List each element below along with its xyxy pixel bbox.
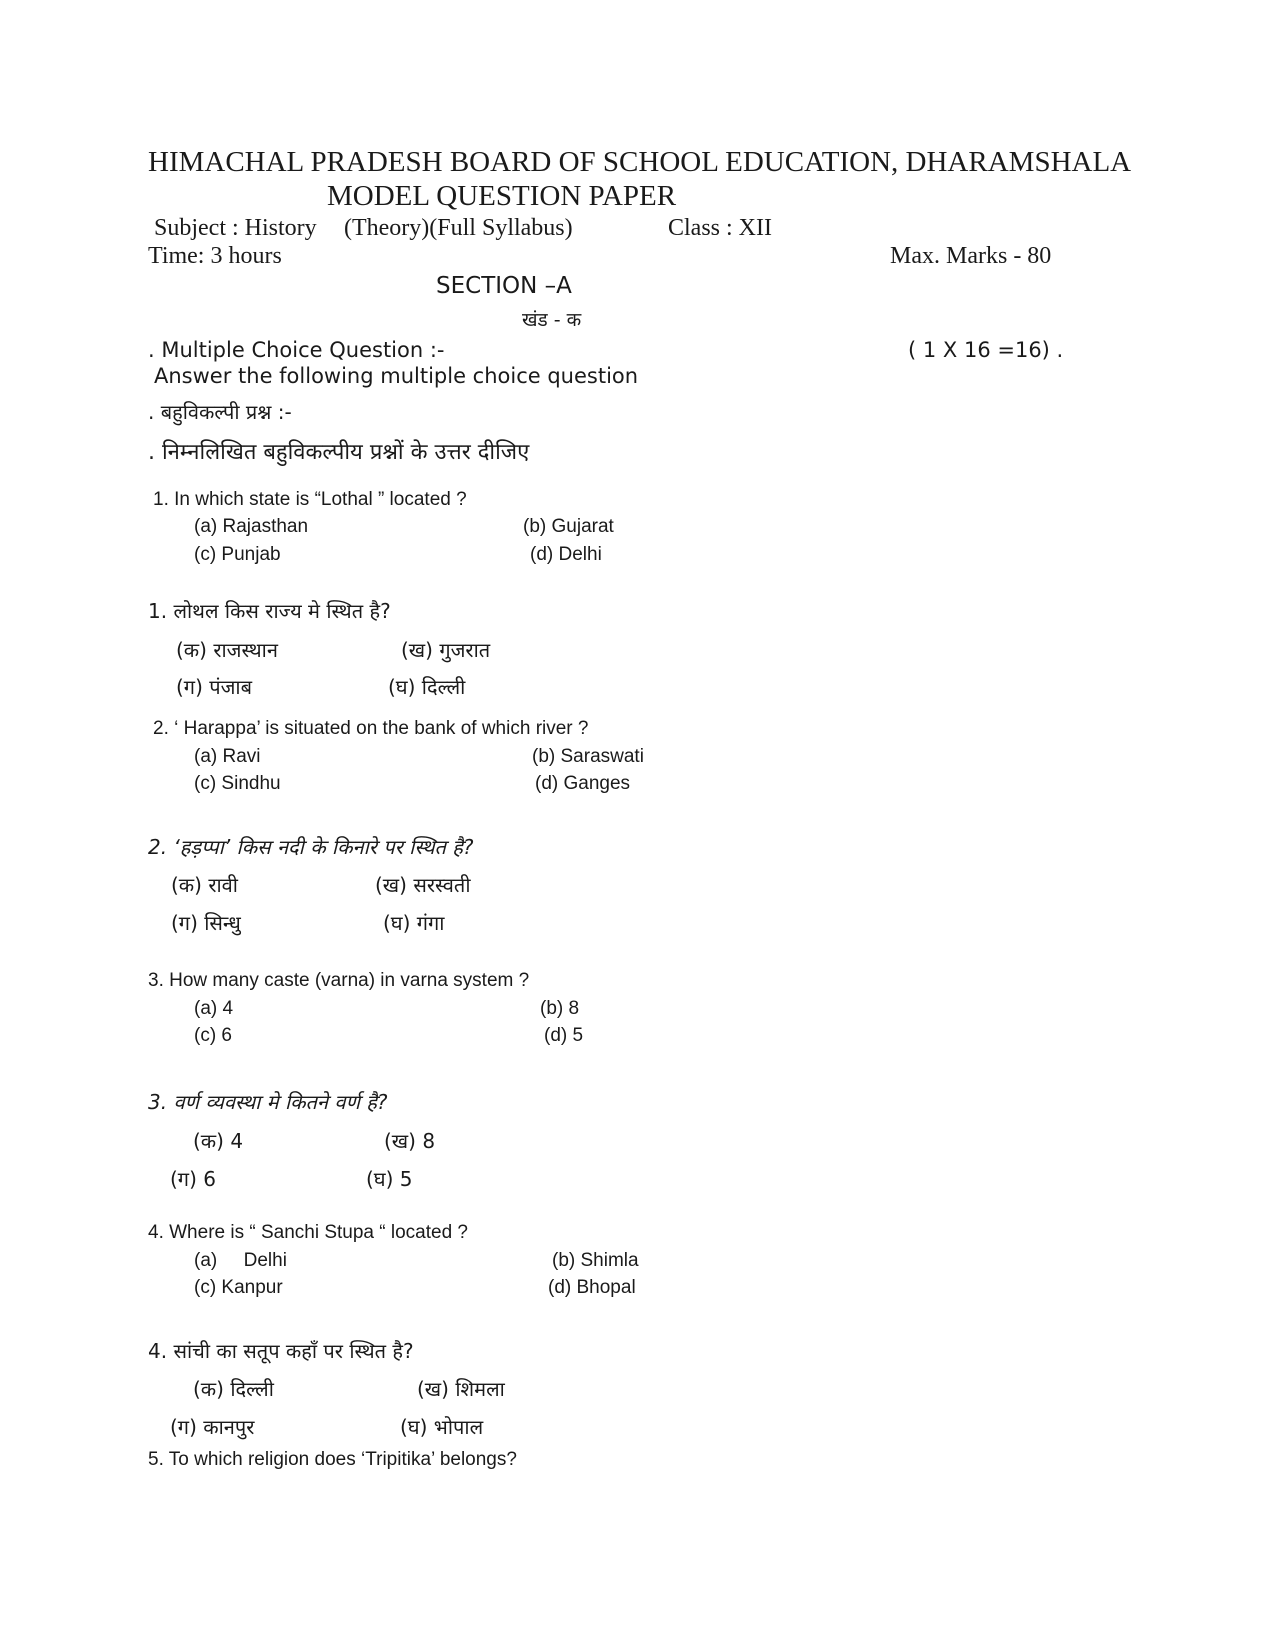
time-label: Time: 3 hours	[148, 243, 282, 269]
paper-title: MODEL QUESTION PAPER	[327, 180, 677, 212]
q4-hindi-option-c: (ग) कानपुर	[170, 1415, 255, 1439]
question-3: 3. How many caste (varna) in varna system ?	[148, 970, 530, 991]
q2-option-a: (a) Ravi	[194, 746, 261, 767]
question-2-hindi: 2. ‘हड़प्पा’ किस नदी के किनारे पर स्थित है?	[148, 835, 474, 859]
q2-hindi-option-d: (घ) गंगा	[383, 911, 445, 935]
q2-option-c: (c) Sindhu	[194, 773, 281, 794]
question-2: 2. ‘ Harappa’ is situated on the bank of which river ?	[153, 718, 589, 739]
q1-hindi-option-a: (क) राजस्थान	[176, 638, 278, 662]
q3-option-a: (a) 4	[194, 998, 234, 1019]
q1-option-b: (b) Gujarat	[523, 516, 614, 537]
q2-hindi-option-b: (ख) सरस्वती	[375, 873, 471, 897]
mcq-instruction-hindi: . निम्नलिखित बहुविकल्पीय प्रश्नों के उत्तर दीजिए	[148, 440, 530, 465]
section-title-hindi: खंड - क	[522, 309, 582, 331]
question-1-hindi: 1. लोथल किस राज्य मे स्थित है?	[148, 599, 391, 623]
q4-option-d: (d) Bhopal	[548, 1277, 636, 1298]
q4-hindi-option-d: (घ) भोपाल	[400, 1415, 484, 1439]
board-title: HIMACHAL PRADESH BOARD OF SCHOOL EDUCATION, DHARAMSHALA	[148, 146, 1132, 178]
mcq-title: . Multiple Choice Question :-	[148, 338, 445, 362]
q4-hindi-option-a: (क) दिल्ली	[193, 1377, 274, 1401]
q3-hindi-option-c: (ग) 6	[170, 1167, 216, 1191]
q4-option-a: (a) Delhi	[194, 1250, 287, 1271]
q2-hindi-option-c: (ग) सिन्धु	[171, 911, 241, 935]
max-marks-label: Max. Marks - 80	[890, 243, 1052, 269]
mcq-title-hindi: . बहुविकल्पी प्रश्न :-	[148, 400, 292, 424]
mcq-instruction: Answer the following multiple choice question	[154, 364, 639, 388]
question-4: 4. Where is “ Sanchi Stupa “ located ?	[148, 1222, 468, 1243]
q1-option-a: (a) Rajasthan	[194, 516, 309, 537]
question-1: 1. In which state is “Lothal ” located ?	[153, 489, 467, 510]
q4-option-b: (b) Shimla	[552, 1250, 639, 1271]
q1-option-c: (c) Punjab	[194, 544, 281, 565]
q2-option-b: (b) Saraswati	[532, 746, 644, 767]
question-5: 5. To which religion does ‘Tripitika’ belongs?	[148, 1449, 517, 1470]
q4-hindi-option-b: (ख) शिमला	[417, 1377, 505, 1401]
q3-option-c: (c) 6	[194, 1025, 232, 1046]
q3-option-b: (b) 8	[540, 998, 580, 1019]
q1-hindi-option-b: (ख) गुजरात	[401, 638, 491, 662]
q4-option-c: (c) Kanpur	[194, 1277, 283, 1298]
q3-option-d: (d) 5	[544, 1025, 584, 1046]
q2-hindi-option-a: (क) रावी	[171, 873, 238, 897]
marks-distribution: ( 1 X 16 =16) .	[908, 338, 1064, 362]
q1-hindi-option-d: (घ) दिल्ली	[388, 675, 466, 699]
q3-hindi-option-a: (क) 4	[193, 1129, 244, 1153]
q1-option-d: (d) Delhi	[530, 544, 602, 565]
q2-option-d: (d) Ganges	[535, 773, 631, 794]
theory-label: (Theory)(Full Syllabus)	[344, 215, 573, 241]
q3-hindi-option-b: (ख) 8	[384, 1129, 436, 1153]
q1-hindi-option-c: (ग) पंजाब	[176, 675, 253, 699]
section-title: SECTION –A	[436, 273, 572, 299]
q3-hindi-option-d: (घ) 5	[366, 1167, 413, 1191]
class-label: Class : XII	[668, 215, 772, 241]
subject-label: Subject : History	[154, 215, 317, 241]
question-4-hindi: 4. सांची का सतूप कहाँ पर स्थित है?	[148, 1339, 414, 1363]
question-3-hindi: 3. वर्ण व्यवस्था मे कितने वर्ण है?	[148, 1090, 388, 1114]
